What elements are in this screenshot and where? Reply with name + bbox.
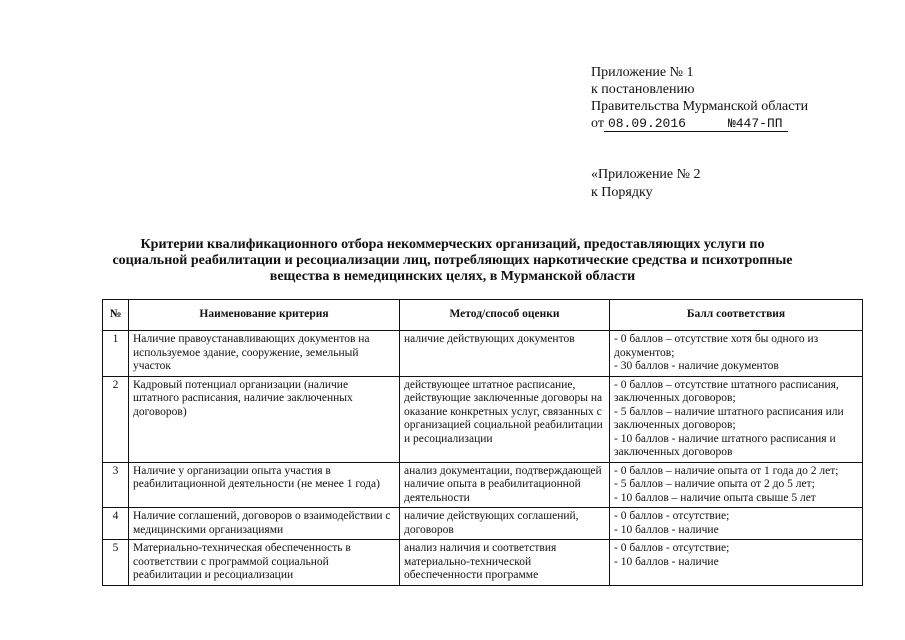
criterion-cell: Наличие у организации опыта участия в реабилитационной деятельности (не менее 1 года): [129, 462, 400, 508]
table-row: [103, 540, 863, 586]
score-line: - 0 баллов – отсутствие хотя бы одного из документов;: [614, 333, 819, 359]
table-row: [103, 331, 863, 377]
score-line: - 10 баллов - наличие штатного расписания и заключенных договоров: [614, 432, 836, 458]
method-cell: наличие действующих документов: [400, 331, 610, 377]
title-line1: Критерии квалификационного отбора некоммерческих организаций, предоставляющих услуги по: [140, 237, 765, 252]
criterion-cell: Кадровый потенциал организации (наличие штатного расписания, наличие заключенных договоров): [129, 376, 400, 462]
score-line: - 5 баллов – наличие опыта от 2 до 5 лет;: [614, 478, 815, 490]
row-number: 5: [103, 540, 129, 586]
criterion-cell: Материально-техническая обеспеченность в соответствии с программой социальной реабилитации и ресоциализации: [129, 540, 400, 586]
from-label: от: [591, 116, 604, 131]
header-score: Балл соответствия: [610, 300, 863, 331]
row-number: 2: [103, 376, 129, 462]
score-cell: [610, 462, 863, 508]
row-number: 1: [103, 331, 129, 377]
method-cell: действующее штатное расписание, действующие заключенные договоры на оказание конкретных услуг, связанных с организацией социальной реабилитации и ресоциализации: [400, 376, 610, 462]
document-title: [95, 237, 810, 285]
appendix-2-line2: к Порядку: [591, 185, 653, 200]
criterion-cell: Наличие соглашений, договоров о взаимодействии с медицинскими организациями: [129, 508, 400, 540]
decree-number: №447-ПП: [727, 116, 783, 131]
score-line: - 0 баллов - отсутствие;: [614, 510, 730, 522]
table-header-row: [103, 300, 863, 331]
method-cell: анализ наличия и соответствия материально-технической обеспеченности программе: [400, 540, 610, 586]
header-number: №: [103, 300, 129, 331]
row-number: 4: [103, 508, 129, 540]
appendix-1-line2: к постановлению: [591, 82, 695, 97]
score-line: - 0 баллов – наличие опыта от 1 года до 2 лет;: [614, 464, 839, 477]
score-line: - 10 баллов - наличие: [614, 555, 719, 568]
header-method: Метод/способ оценки: [400, 300, 610, 331]
criterion-cell: Наличие правоустанавливающих документов на используемое здание, сооружение, земельный участок: [129, 331, 400, 377]
score-line: - 5 баллов – наличие штатного расписания или заключенных договоров;: [614, 405, 844, 431]
score-cell: [610, 508, 863, 540]
decree-date-line: [591, 115, 808, 132]
score-line: - 10 баллов - наличие: [614, 523, 719, 536]
row-number: 3: [103, 462, 129, 508]
method-cell: наличие действующих соглашений, договоров: [400, 508, 610, 540]
table-row: [103, 462, 863, 508]
appendix-2-line1: «Приложение № 2: [591, 167, 701, 182]
score-cell: [610, 540, 863, 586]
appendix-1-block: [591, 64, 808, 132]
appendix-1-line3: Правительства Мурманской области: [591, 99, 809, 114]
appendix-2-block: [591, 166, 701, 202]
score-cell: [610, 331, 863, 377]
title-line3: вещества в немедицинских целях, в Мурманской области: [269, 269, 636, 284]
score-cell: [610, 376, 863, 462]
method-cell: анализ документации, подтверждающей наличие опыта в реабилитационной деятельности: [400, 462, 610, 508]
header-criterion: Наименование критерия: [129, 300, 400, 331]
appendix-1-line1: Приложение № 1: [591, 65, 694, 80]
score-line: - 10 баллов – наличие опыта свыше 5 лет: [614, 491, 816, 504]
score-line: - 0 баллов - отсутствие;: [614, 542, 730, 554]
score-line: - 0 баллов – отсутствие штатного расписания, заключенных договоров;: [614, 378, 839, 404]
table-row: [103, 376, 863, 462]
criteria-table: [102, 299, 863, 586]
table-row: [103, 508, 863, 540]
title-line2: социальной реабилитации и ресоциализации лиц, потребляющих наркотические средства и психотропные: [112, 253, 793, 268]
decree-date: 08.09.2016: [607, 116, 686, 131]
score-line: - 30 баллов - наличие документов: [614, 360, 779, 372]
